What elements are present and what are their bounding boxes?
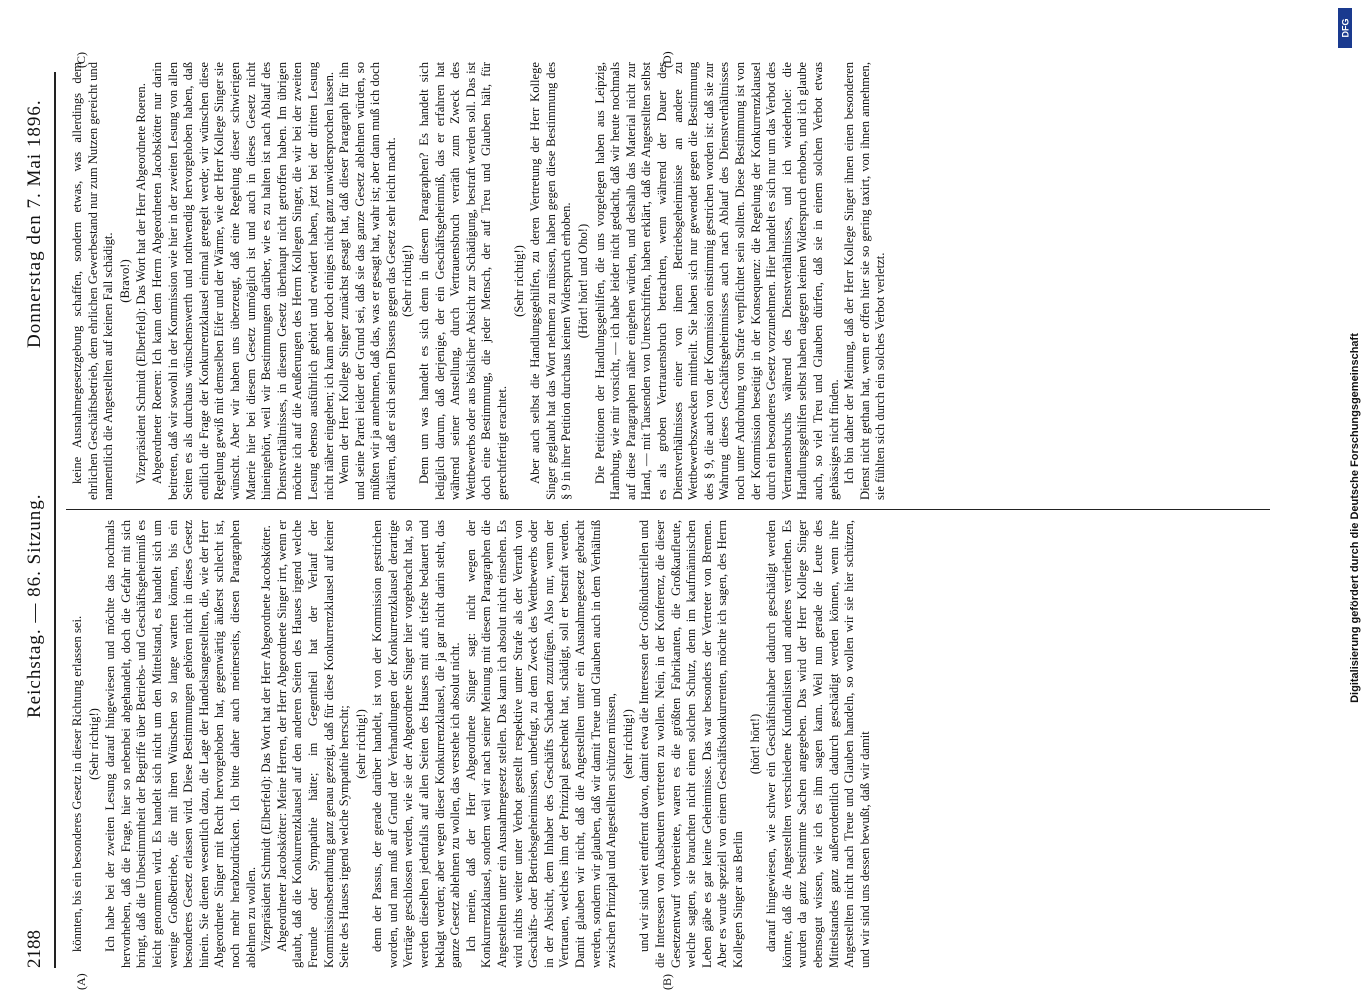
dfg-logo xyxy=(1338,8,1352,48)
left-column xyxy=(70,520,1270,968)
right-column xyxy=(70,62,1270,500)
session-title: Reichstag. — 86. Sitzung. xyxy=(24,493,45,718)
right-paragraph: keine Ausnahmegesetzgebung schaffen, sondern etwas, was allerdings dem ehrlichen Geschäftsbetrieb, dem ehrlichen Gewerbestand nur zum Nutzen gereicht und namentlich die Angestellten auf keinen Fall schädigt. xyxy=(70,62,116,500)
dfg-logo-label: DFG xyxy=(1340,18,1350,38)
margin-letter-d: (D) xyxy=(660,51,674,68)
session-date: Donnerstag den 7. Mai 1896. xyxy=(24,99,45,348)
digitization-credit xyxy=(1335,52,1361,992)
left-paragraph: denn der Passus, der gerade darüber handelt, ist von der Kommission gestrichen worden, und man muß auf Grund der Verhandlungen der Konkurrenzklausel derartige Verträge geschlossen werden, wie sie der Abgeordnete Singer hier vorgebracht hat, so werden dieselben jedenfalls auf allen Seiten des Hauses mit aufs tiefste bedauert und beklagt werden; aber wegen dieser Konkurrenzklausel, die ja gar nicht darin steht, das ganze Gesetz ablehnen zu wollen, das verstehe ich absolut nicht. xyxy=(370,520,463,968)
margin-letter-c: (C) xyxy=(74,52,88,68)
left-interjection: (Sehr richtig!) xyxy=(86,708,101,780)
left-paragraph: und wir sind weit entfernt davon, damit etwa die Interessen der Großindustriellen und die Interessen von Ausbeutern vertreten zu wollen. Nein, in der Konferenz, die dieser Gesetzentwurf vorbereitete, waren es die größten Fabrikanten, die Großkaufleute, welche sagten, sie brauchten nicht einen solchen Schutz, denn im kaufmännischen Leben gäbe es gar keine Geheimnisse. Das war besonders der Vertreter von Bremen. Aber es wurde speziell von einem Geschäftskonkurrenten, möchte ich sagen, des Herrn Kollegen Singer aus Berlin xyxy=(637,520,745,968)
right-paragraph: Aber auch selbst die Handlungsgehilfen, zu deren Vertretung der Herr Kollege Singer geglaubt hat das Wort nehmen zu müssen, haben gegen diese Bestimmung des § 9 in ihrer Petition durchaus keinen Widerspruch erhoben. xyxy=(528,62,574,500)
right-paragraph: Abgeordneter Roeren: Ich kann dem Herrn Abgeordneten Jacobskötter nur darin beitreten, daß wir sowohl in der Kommission wie hier in der zweiten Lesung von allen Seiten es als durchaus wünschenswerth und nothwendig hervorgehoben haben, daß endlich die Frage der Konkurrenzklausel einmal geregelt werde; wir wünschen diese Regelung gewiß mit demselben Eifer und der Wärme, wie der Herr Kollege Singer sie wünscht. Aber wir haben uns überzeugt, daß eine Regelung dieser schwierigen Materie hier bei diesem Gesetz unmöglich ist und auch in dieses Gesetz nicht hineingehört, weil wir Bestimmungen darüber, wie es zu halten ist nach Ablauf des Dienstverhältnisses, in diesem Gesetz überhaupt nicht getroffen haben. Im übrigen möchte ich auf die Aeußerungen des Herrn Kollegen Singer, die wir bei der zweiten Lesung ebenso ausführlich gehört und erwidert haben, jetzt bei der dritten Lesung nicht näher eingehen; ich kann aber doch einiges nicht ganz unwidersprochen lassen. xyxy=(149,62,336,500)
right-interjection: (Hört! hört! und Oho!) xyxy=(576,223,590,339)
left-paragraph: Ich meine, daß der Herr Abgeordnete Singer sagt: nicht wegen der Konkurrenzklausel, sondern weil wir nach seiner Meinung mit diesem Paragraphen die Angestellten unter ein Ausnahmegesetz stellen. Das kann ich absolut nicht einsehen. Es wird nichts weiter unter Verbot gestellt respektive unter Strafe als der Verrath von Geschäfts- oder Betriebsgeheimnissen, unbefugt, zu dem Zweck des Wettbewerbs oder in der Absicht, dem Inhaber des Geschäfts Schaden zuzufügen. Also nur, wenn der Vertrauen, welches ihm der Prinzipal geschenkt hat, schädigt, soll er bestraft werden. Damit glauben wir nicht, daß die Angestellten unter ein Ausnahmegesetz gebracht werden, sondern wir glauben, daß wir damit Treue und Glauben auch in dem Verhältniß zwischen Prinzipal und Angestellten schützen müssen, xyxy=(463,520,619,968)
left-interjection: (sehr richtig!) xyxy=(353,709,368,779)
column-divider xyxy=(66,509,1270,510)
right-interjection: (Sehr richtig!) xyxy=(400,245,415,317)
left-paragraph: darauf hingewiesen, wie schwer ein Geschäftsinhaber dadurch geschädigt werden könnte, daß die Angestellten verschiedene Kundenlisten und anderes verriethen. Es wurden da ganz bestimmte Sachen angegeben. Das wird der Herr Kollege Singer ebensogut wissen, wie ich es ihm sagen kann. Weil nun gerade die Leute des Mittelstandes ganz außerordentlich dadurch geschädigt werden können, wenn ihre Angestellten nicht nach Treue und Glauben handeln, so wollen wir sie hier schützen, und wir sind uns dessen bewußt, daß wir damit xyxy=(764,520,872,968)
right-paragraph: Die Petitionen der Handlungsgehilfen, die uns vorgelegen haben aus Leipzig, Hamburg, wie mir vorsicht, — ich habe leider nicht gedacht, daß wir heute nochmals auf diese Paragraphen näher eingehen würden, und deshalb das Material nicht zur Hand, — mit Tausenden von Unterschriften, haben erklärt, daß die Angestellten selbst es als groben Vertrauensbruch betrachten, wenn während der Dauer des Dienstverhältnisses einer von ihnen Betriebsgeheimnisse an andere zu Wettbewerbszwecken mittheilt. Sie haben sich nur gewendet gegen die Bestimmung des § 9, die auch von der Kommission einstimmig gestrichen worden ist: daß sie zur Wahrung dieses Geschäftsgeheimnisses auch nach Ablauf des Dienstverhältnisses noch unter Androhung von Strafe verpflichtet sein sollten. Diese Bestimmung ist von der Kommission beseitigt in der Konsequenz: die Regelung der Konkurrenzklausel durch ein besonderes Gesetz vorzunehmen. Hier handelt es sich nur um das Verbot des Vertrauensbruchs während des Dienstverhältnisses, und ich wiederhole: die Handlungsgehilfen selbst haben dagegen keinen Widerspruch erhoben, und ich glaube auch, so viel Treu und Glauben dürfen, daß sie in einem solchen Verbot etwas gehässiges nicht finden. xyxy=(592,62,841,500)
right-paragraph: Denn um was handelt es sich denn in diesem Paragraphen? Es handelt sich lediglich darum, daß derjenige, der ein Geschäftsgeheimniß, das er erfahren hat während seiner Anstellung, durch Vertrauensbruch verräth zum Zweck des Wettbewerbs oder aus böslicher Absicht zur Schädigung, bestraft werden soll. Das ist doch eine Bestimmung, die jeder Mensch, der auf Treu und Glauben hält, für gerechtfertigt erachtet. xyxy=(417,62,510,500)
margin-letter-a: (A) xyxy=(74,973,88,990)
right-interjection: (Bravo!) xyxy=(117,259,132,303)
left-paragraph: Ich habe bei der zweiten Lesung darauf hingewiesen und möchte das nochmals hervorheben, daß die Frage, hier so nebenbei abgehandelt, doch die Gefahr mit sich bringt, daß die Unbestimmtheit der Begriffe über Betriebs- und Geschäftsgeheimniß es leicht genommen wird. Es handelt sich nicht um den Mittelstand, es handelt sich um wenige Großbetriebe, die mit ihren Wünschen so lange warten können, bis ein besonderes Gesetz erlassen wird. Diese Bestimmungen gehören nicht in dieses Gesetz hinein. Sie dienen wesentlich dazu, die Lage der Handelsangestellten, die, wie der Herr Abgeordnete Singer mit Recht hervorgehoben hat, gegenwärtig äußerst schlecht ist, noch mehr herabzudrücken. Ich bitte daher auch meinerseits, diesen Paragraphen ablehnen zu wollen. xyxy=(103,520,258,968)
margin-letter-b: (B) xyxy=(660,974,674,990)
right-paragraph: Wenn der Herr Kollege Singer zunächst gesagt hat, daß dieser Paragraph für ihn und seine Partei leider der Grund sei, daß sie das ganze Gesetz ablehnen würden, so müßten wir ja annehmen, daß das, was er gesagt hat, wahr ist; aber dann muß ich doch erklären, daß er sich seinen Dissens gegen das Gesetz sehr leicht macht. xyxy=(337,62,398,500)
left-interjection: (hört! hört!) xyxy=(747,713,762,775)
right-paragraph: Ich bin daher der Meinung, daß der Herr Kollege Singer ihnen einen besonderen Dienst nicht gethan hat, wenn er offen hier sie so gering taxirt, von ihnen annehmen, sie fühlten sich durch ein solches Verbot verletzt. xyxy=(842,62,888,500)
credit-text: Digitalisierung gefördert durch die Deutsche Forschungsgemeinschaft xyxy=(1349,333,1361,703)
running-header xyxy=(20,72,56,968)
left-paragraph: Abgeordneter Jacobskötter: Meine Herren, der Herr Abgeordnete Singer irrt, wenn er glaubt, daß die Konkurrenzklausel auf den anderen Seiten des Hauses irgend welche Freunde oder Sympathie hätte; im Gegentheil hat der Verlauf der Kommissionsberathung ganz genau gezeigt, daß für diese Konkurrenzklausel auf keiner Seite des Hauses irgend welche Sympathie herrscht; xyxy=(274,520,352,968)
left-interjection: (sehr richtig!) xyxy=(620,709,635,779)
left-paragraph: könnten, bis ein besonderes Gesetz in dieser Richtung erlassen sei. xyxy=(70,615,84,952)
right-interjection: (Sehr richtig!) xyxy=(511,245,526,317)
left-paragraph: Vizepräsident Schmidt (Elberfeld): Das Wort hat der Herr Abgeordnete Jacobskötter. xyxy=(259,525,274,952)
page-number: 2188 xyxy=(24,930,45,968)
rotated-page xyxy=(10,50,1280,990)
right-paragraph: Vizepräsident Schmidt (Elberfeld): Das Wort hat der Herr Abgeordnete Roeren. xyxy=(134,83,149,484)
